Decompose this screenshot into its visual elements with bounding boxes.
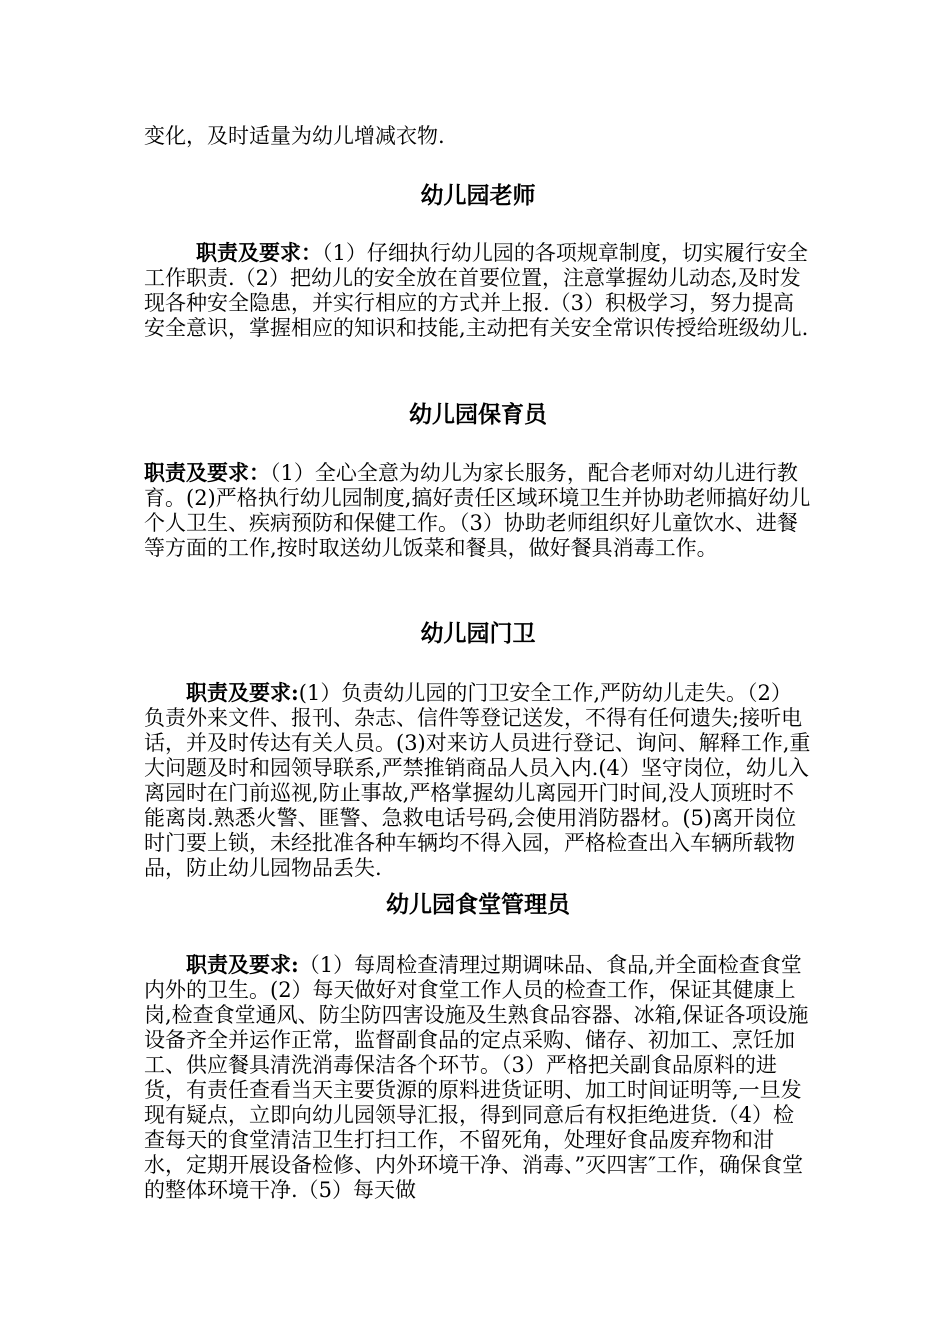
section-body-canteen <box>144 952 812 1203</box>
section-lead-label: 职责及要求： <box>144 460 270 485</box>
section-title-canteen: 幼儿园食堂管理员 <box>386 892 570 918</box>
section-lead-label: 职责及要求: <box>186 952 299 977</box>
continuation-text: 变化，及时适量为幼儿增减衣物. <box>144 124 445 148</box>
section-title-teacher: 幼儿园老师 <box>420 183 536 209</box>
section-body-caregiver <box>144 460 812 561</box>
section-lead-label: 职责及要求： <box>196 240 322 265</box>
section-title-guard: 幼儿园门卫 <box>420 621 536 647</box>
section-body-text: （1）全心全意为幼儿为家长服务，配合老师对幼儿进行教育。(2)严格执行幼儿园制度,搞好责任区域环境卫生并协助老师搞好幼儿个人卫生、疾病预防和保健工作。（3）协助老师组织好儿童饮水、进餐等方面的工作,按时取送幼儿饭菜和餐具，做好餐具消毒工作。 <box>144 461 811 560</box>
section-body-text: （1）仔细执行幼儿园的各项规章制度，切实履行安全工作职责.（2）把幼儿的安全放在首要位置，注意掌握幼儿动态,及时发现各种安全隐患，并实行相应的方式并上报.（3）积极学习，努力提高安全意识，掌握相应的知识和技能,主动把有关安全常识传授给班级幼儿. <box>144 241 809 340</box>
section-lead-label: 职责及要求: <box>186 680 299 705</box>
section-title-caregiver: 幼儿园保育员 <box>409 402 547 428</box>
section-body-text: (1）负责幼儿园的门卫安全工作,严防幼儿走失。（2）负责外来文件、报刊、杂志、信件等登记送发，不得有任何遗失;接听电话，并及时传达有关人员。(3)对来访人员进行登记、询问、解释工作,重大问题及时和园领导联系,严禁推销商品人员入内.(4）坚守岗位，幼儿入离园时在门前巡视,防止事故,严格掌握幼儿离园开门时间,没人顶班时不能离岗.熟悉火警、匪警、急救电话号码,会使用消防器材。(5)离开岗位时门要上锁，未经批准各种车辆均不得入园，严格检查出入车辆所载物品，防止幼儿园物品丢失. <box>144 681 811 880</box>
section-body-guard <box>144 680 812 881</box>
section-body-teacher <box>144 240 812 341</box>
section-body-text: （1）每周检查清理过期调味品、食品,并全面检查食堂内外的卫生。(2）每天做好对食堂工作人员的检查工作，保证其健康上岗,检查食堂通风、防尘防四害设施及生熟食品容器、冰箱,保证各项设施设备齐全并运作正常，监督副食品的定点采购、储存、初加工、烹饪加工、供应餐具清洗消毒保洁各个环节。（3）严格把关副食品原料的进货，有责任查看当天主要货源的原料进货证明、加工时间证明等,一旦发现有疑点，立即向幼儿园领导汇报，得到同意后有权拒绝进货.（4）检查每天的食堂清洁卫生打扫工作，不留死角，处理好食品废弃物和泔水，定期开展设备检修、内外环境干净、消毒、”灭四害″工作，确保食堂的整体环境干净.（5）每天做 <box>144 953 809 1202</box>
